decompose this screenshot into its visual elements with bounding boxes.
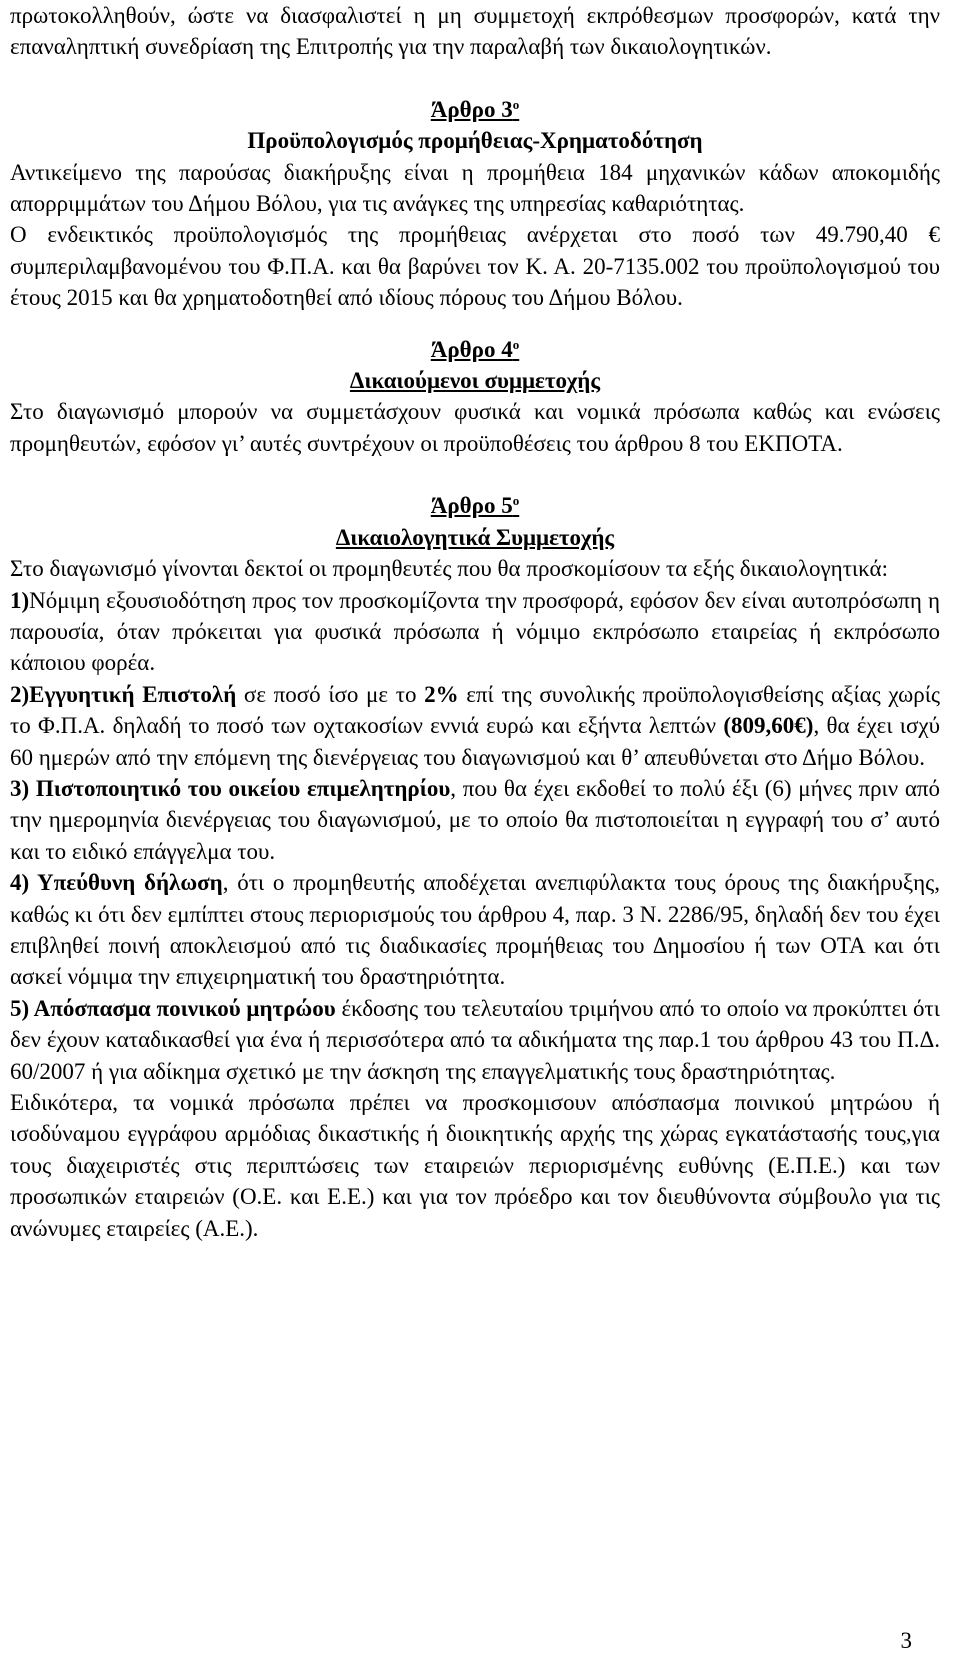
requirement-item-1: 1)Νόμιμη εξουσιοδότηση προς τον προσκομίζοντα την προσφορά, εφόσον δεν είναι αυτοπρόσωπη η παρουσία, όταν πρόκειται για φυσικά πρόσωπα ή νόμιμο εκπρόσωπο εταιρείας ή εκπρόσωπο κάποιου φορέα. <box>10 587 940 676</box>
requirement-item-3: 3) Πιστοποιητικό του οικείου επιμελητηρίου, που θα έχει εκδοθεί το πολύ έξι (6) μήνες πριν από την ημερομηνία διενέργειας του διαγωνισμού, με το οποίο θα πιστοποιείται η εγγραφή του σ’ αυτό και το ειδικό επάγγελμα του. <box>10 775 940 864</box>
article-3-heading: Άρθρο $3^o$ <box>430 96 520 122</box>
requirement-item-2: 2)Εγγυητική Επιστολή σε ποσό ίσο με το 2% επί της συνολικής προϋπολογισθείσης αξίας χωρίς το Φ.Π.Α. δηλαδή το ποσό των οχτακοσίων εννιά ευρώ και εξήντα λεπτών (809,60€), θα έχει ισχύ 60 ημερών από την επόμενη της διενέργειας του διαγωνισμού και θ’ απευθύνεται στο Δήμο Βόλου. <box>10 681 941 770</box>
article-5-closing-paragraph: Ειδικότερα, τα νομικά πρόσωπα πρέπει να προσκομισουν απόσπασμα ποινικού μητρώου ή ισοδύναμου εγγράφου αρμόδιας δικαστικής ή διοικητικής αρχής της χώρας εγκατάστασής τους,για τους διαχειριστές στις περιπτώσεις των εταιρειών περιορισμένης ευθύνης (Ε.Π.Ε.) και των προσωπικών εταιρειών (Ο.Ε. και Ε.Ε.) και για τον πρόεδρο και τον διευθύνοντα σύμβουλο για τις ανώνυμες εταιρείες (Α.Ε.). <box>10 1090 940 1241</box>
article-4-paragraph-1: Στο διαγωνισμό μπορούν να συμμετάσχουν φυσικά και νομικά πρόσωπα καθώς και ενώσεις προμηθευτών, εφόσον γι’ αυτές συντρέχουν οι προϋποθέσεις του άρθρου 8 του ΕΚΠΟΤΑ. <box>10 399 940 456</box>
article-5-intro: Στο διαγωνισμό γίνονται δεκτοί οι προμηθευτές που θα προσκομίσουν τα εξής δικαιολογητικά: <box>10 556 888 582</box>
requirement-item-4: 4) Υπεύθυνη δήλωση, ότι ο προμηθευτής αποδέχεται ανεπιφύλακτα τους όρους της διακήρυξης, καθώς κι ότι δεν εμπίπτει στους περιορισμούς του άρθρου 4, παρ. 3 Ν. 2286/95, δηλαδή δεν του έχει επιβληθεί ποινή αποκλεισμού από τις διαδικασίες προμήθειας του Δημοσίου ή των ΟΤΑ και ότι ασκεί νόμιμα την επιχειρηματική του δραστηριότητα. <box>10 870 940 990</box>
requirement-item-5: 5) Απόσπασμα ποινικού μητρώου έκδοσης του τελευταίου τριμήνου από το οποίο να προκύπτει ότι δεν έχουν καταδικασθεί για ένα ή περισσότερα από τα αδικήματα της παρ.1 του άρθρου 43 του Π.Δ. 60/2007 ή για αδίκημα σχετικό με την άσκηση της επαγγελματικής τους δραστηριότητας. <box>10 995 940 1084</box>
article-5-subtitle: Δικαιολογητικά Συμμετοχής <box>335 524 615 550</box>
article-5-heading: Άρθρο $5^o$ <box>430 493 520 519</box>
article-3-paragraph-1: Αντικείμενο της παρούσας διακήρυξης είναι η προμήθεια 184 μηχανικών κάδων αποκομιδής απορριμμάτων του Δήμου Βόλου, για τις ανάγκες της υπηρεσίας καθαριότητας. <box>10 159 940 217</box>
article-3-paragraph-2: Ο ενδεικτικός προϋπολογισμός της προμήθειας ανέρχεται στο ποσό των 49.790,40 € συμπεριλαμβανομένου του Φ.Π.Α. και θα βαρύνει τον Κ. Α. 20-7135.002 του προϋπολογισμού του έτους 2015 και θα χρηματοδοτηθεί από ιδίους πόρους του Δήμου Βόλου. <box>10 222 940 311</box>
document-page <box>10 0 940 1244</box>
page-number: 3 <box>900 1628 912 1653</box>
article-4-heading: Άρθρο $4^o$ <box>430 336 520 362</box>
spacer <box>10 459 940 490</box>
spacer <box>10 63 940 94</box>
article-4-subtitle: Δικαιούμενοι συμμετοχής <box>349 368 601 394</box>
spacer <box>10 314 940 334</box>
article-3-subtitle: Προϋπολογισμός προμήθειας-Χρηματοδότηση <box>247 128 703 154</box>
intro-paragraph: πρωτοκολληθούν, ώστε να διασφαλιστεί η μη συμμετοχή εκπρόθεσμων προσφορών, κατά την επαναληπτική συνεδρίαση της Επιτροπής για την παραλαβή των δικαιολογητικών. <box>10 3 940 60</box>
